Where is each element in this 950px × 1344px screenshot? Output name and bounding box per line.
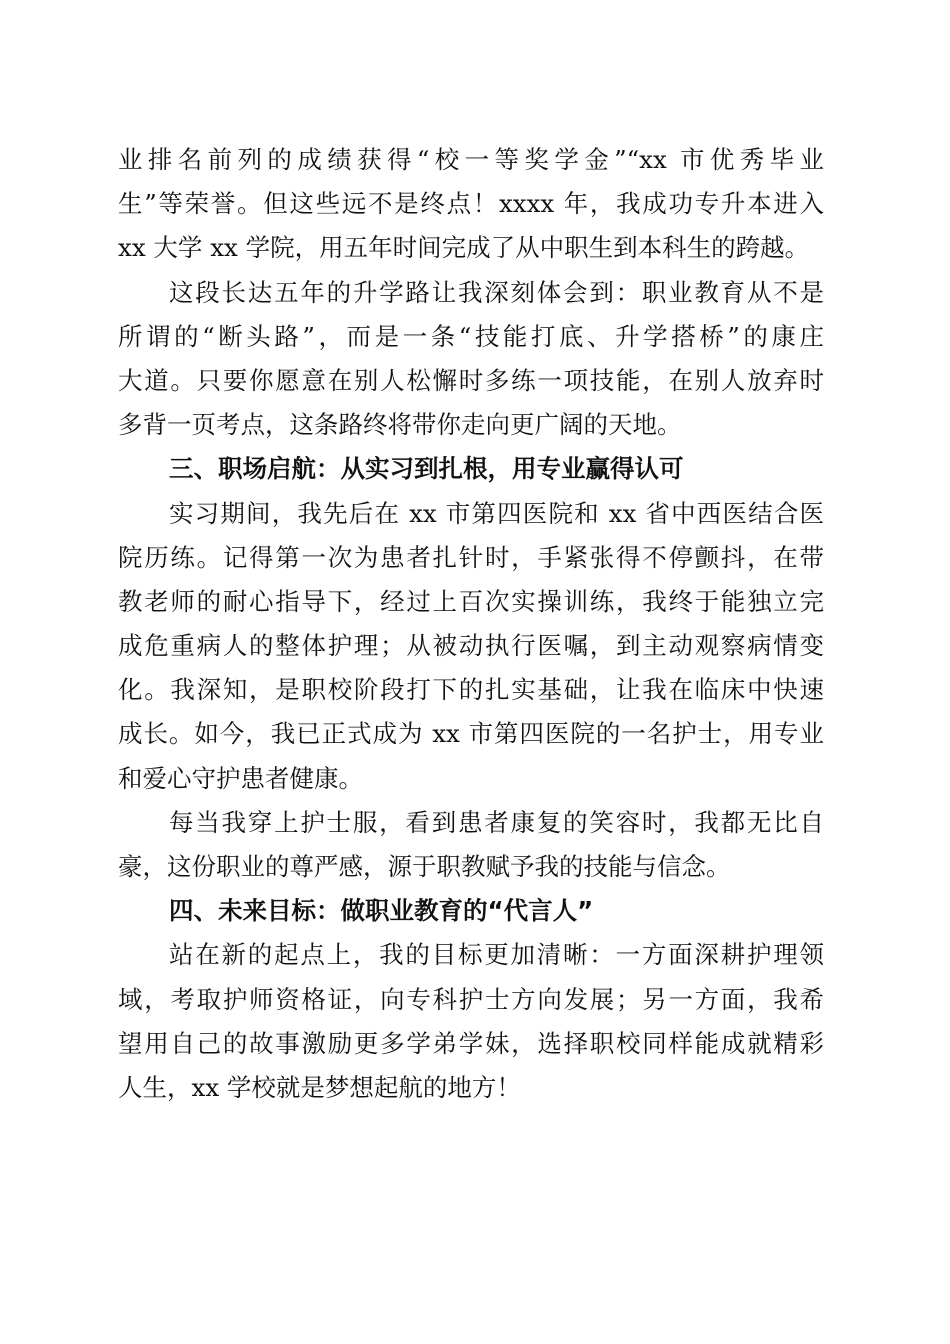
text-line: 实习期间，我先后在 xx 市第四医院和 xx 省中西医结合医 — [169, 498, 824, 528]
text-line: 教老师的耐心指导下，经过上百次实操训练，我终于能独立完 — [118, 586, 824, 616]
text-line: 成危重病人的整体护理；从被动执行医嘱，到主动观察病情变 — [118, 631, 824, 661]
text-line: 每当我穿上护士服，看到患者康复的笑容时，我都无比自 — [169, 807, 824, 837]
section-heading-career: 三、职场启航：从实习到扎根，用专业赢得认可 — [169, 454, 684, 484]
text-line: 所谓的“断头路”，而是一条“技能打底、升学搭桥”的康庄 — [118, 321, 824, 351]
text-line: 这段长达五年的升学路让我深刻体会到：职业教育从不是 — [169, 277, 824, 307]
text-line: 和爱心守护患者健康。 — [118, 763, 363, 793]
text-line: 望用自己的故事激励更多学弟学妹，选择职校同样能成就精彩 — [118, 1028, 824, 1058]
paragraph-honors — [118, 138, 824, 271]
text-line: 业排名前列的成绩获得“校一等奖学金”“xx 市优秀毕业 — [118, 145, 824, 174]
paragraph-goals — [118, 933, 824, 1110]
text-line: 生”等荣誉。但这些远不是终点！xxxx 年，我成功专升本进入 — [118, 189, 824, 219]
section-heading-future: 四、未来目标：做职业教育的“代言人” — [169, 896, 594, 926]
text-line: xx 大学 xx 学院，用五年时间完成了从中职生到本科生的跨越。 — [118, 233, 810, 263]
text-line: 化。我深知，是职校阶段打下的扎实基础，让我在临床中快速 — [118, 675, 824, 705]
text-line: 大道。只要你愿意在别人松懈时多练一项技能，在别人放弃时 — [118, 365, 824, 395]
text-line: 豪，这份职业的尊严感，源于职教赋予我的技能与信念。 — [118, 852, 731, 881]
text-line: 人生，xx 学校就是梦想起航的地方！ — [118, 1072, 521, 1102]
paragraph-reflection — [118, 271, 824, 448]
text-line: 成长。如今，我已正式成为 xx 市第四医院的一名护士，用专业 — [118, 719, 824, 749]
text-line: 多背一页考点，这条路终将带你走向更广阔的天地。 — [118, 410, 682, 440]
text-line: 域，考取护师资格证，向专科护士方向发展；另一方面，我希 — [118, 984, 824, 1014]
document-page — [118, 138, 824, 1110]
paragraph-pride — [118, 801, 824, 889]
text-line: 站在新的起点上，我的目标更加清晰：一方面深耕护理领 — [169, 940, 824, 970]
paragraph-internship — [118, 492, 824, 801]
text-line: 院历练。记得第一次为患者扎针时，手紧张得不停颤抖，在带 — [118, 542, 824, 572]
